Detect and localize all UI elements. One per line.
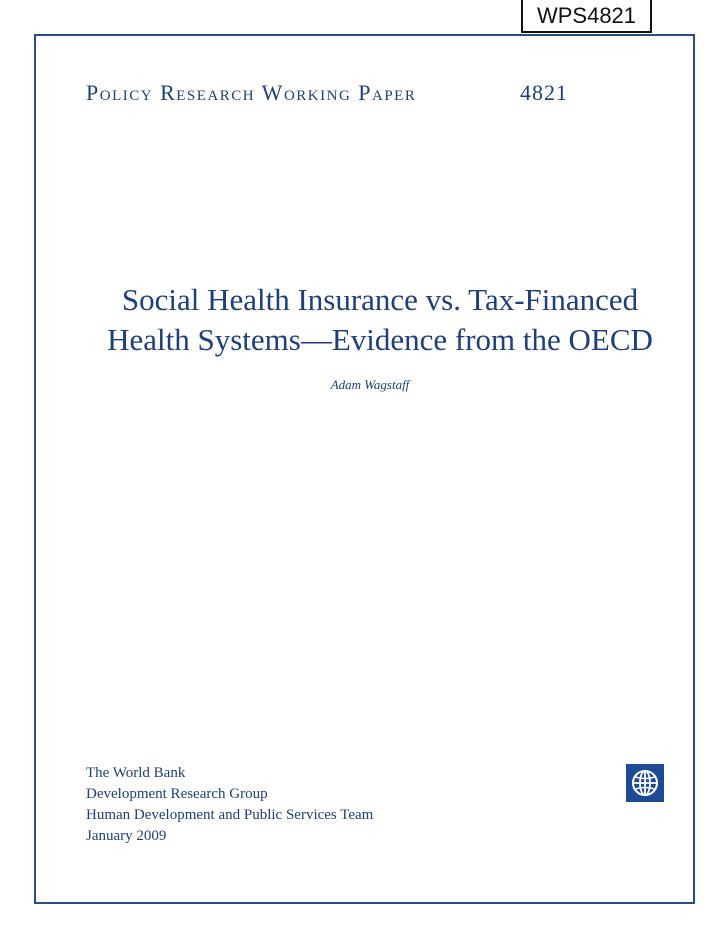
paper-number: 4821	[520, 80, 568, 105]
report-id-box: WPS4821	[521, 0, 652, 33]
paper-title	[60, 280, 700, 360]
affiliation-block	[86, 763, 373, 847]
publication-date: January 2009	[86, 828, 167, 844]
organization-name: The World Bank	[86, 765, 186, 781]
title-line-1: Social Health Insurance vs. Tax-Financed	[121, 282, 639, 317]
team-name: Human Development and Public Services Team	[86, 807, 374, 823]
author-name: Adam Wagstaff	[330, 377, 410, 392]
globe-icon	[630, 768, 660, 798]
research-group: Development Research Group	[86, 786, 268, 802]
world-bank-logo-icon	[626, 764, 664, 802]
title-line-2: Health Systems—Evidence from the OECD	[107, 322, 653, 357]
series-label: Policy Research Working Paper	[86, 80, 417, 105]
